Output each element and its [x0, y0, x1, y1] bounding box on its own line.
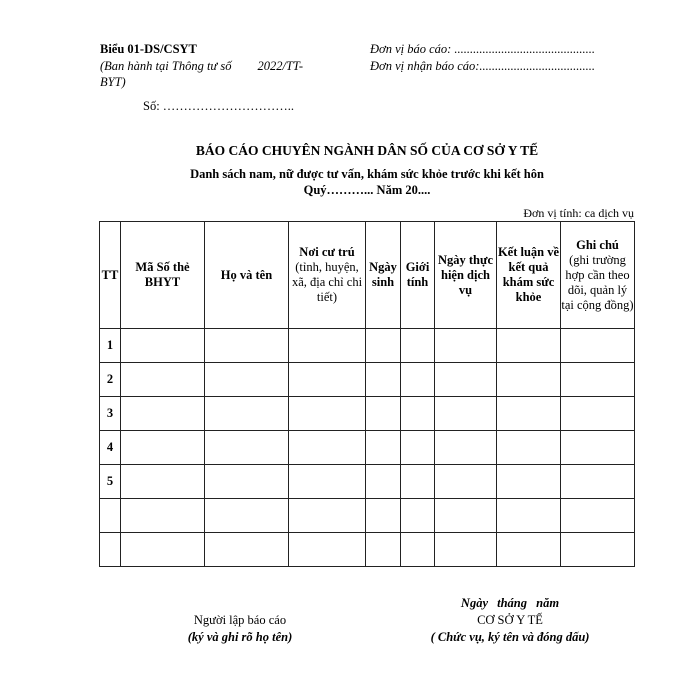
unit-note: Đơn vị tính: ca dịch vụ [523, 206, 634, 220]
table-cell [121, 431, 205, 465]
header-residence: Nơi cư trú (tỉnh, huyện, xã, địa chỉ chi tiết) [289, 222, 366, 329]
table-cell [497, 465, 561, 499]
table-cell [366, 397, 401, 431]
table-cell [121, 363, 205, 397]
table-cell [121, 499, 205, 533]
header-service-date: Ngày thực hiện dịch vụ [435, 222, 497, 329]
table-cell [289, 431, 366, 465]
table-cell [561, 533, 635, 567]
table-cell [121, 533, 205, 567]
facility-signature-block [385, 595, 635, 646]
form-code: Biểu 01-DS/CSYT [100, 42, 197, 56]
table-cell [289, 499, 366, 533]
table-cell [205, 465, 289, 499]
table-cell [366, 499, 401, 533]
table-cell [205, 533, 289, 567]
table-cell [205, 363, 289, 397]
table-cell [401, 363, 435, 397]
row-number-cell: 4 [100, 431, 121, 465]
header-gender: Giới tính [401, 222, 435, 329]
table-row [100, 465, 635, 499]
table-cell [561, 499, 635, 533]
reporting-unit-field: Đơn vị báo cáo: ............................................. [370, 42, 596, 56]
table-cell [561, 465, 635, 499]
facility-title: CƠ SỞ Y TẾ [477, 613, 543, 627]
table-cell [401, 397, 435, 431]
table-cell [289, 363, 366, 397]
header-birth-date: Ngày sinh [366, 222, 401, 329]
document-number-field: Số: ………………………….. [143, 99, 295, 113]
row-number-cell [100, 499, 121, 533]
preparer-title: Người lập báo cáo [193, 613, 287, 627]
table-cell [366, 533, 401, 567]
preparer-signature-note: (ký và ghi rõ họ tên) [187, 630, 293, 644]
table-cell [435, 465, 497, 499]
table-cell [497, 499, 561, 533]
table-cell [435, 397, 497, 431]
facility-signature-note: ( Chức vụ, ký tên và đóng dấu) [430, 630, 590, 644]
table-cell [366, 431, 401, 465]
header-notes: Ghi chú (ghi trường hợp cần theo dõi, quản lý tại cộng đồng) [561, 222, 635, 329]
table-cell [121, 329, 205, 363]
header-insurance-card-number: Mã Số thẻ BHYT [121, 222, 205, 329]
header-exam-conclusion: Kết luận về kết quả khám sức khỏe [497, 222, 561, 329]
table-cell [121, 465, 205, 499]
table-cell [366, 329, 401, 363]
table-row [100, 431, 635, 465]
table-cell [435, 431, 497, 465]
issued-by-text: (Ban hành tại Thông tư số [100, 59, 232, 73]
issued-by-note [100, 58, 340, 90]
row-number-cell: 3 [100, 397, 121, 431]
table-cell [401, 499, 435, 533]
table-cell [401, 465, 435, 499]
table-cell [401, 329, 435, 363]
report-title: BÁO CÁO CHUYÊN NGÀNH DÂN SỐ CỦA CƠ SỞ Y TẾ [195, 143, 539, 158]
issued-by-ministry: BYT) [100, 75, 126, 89]
table-cell [205, 499, 289, 533]
table-cell [497, 363, 561, 397]
table-row [100, 363, 635, 397]
table-cell [205, 329, 289, 363]
table-cell [366, 465, 401, 499]
report-table [99, 221, 635, 567]
table-cell [289, 397, 366, 431]
table-cell [289, 329, 366, 363]
table-cell [497, 397, 561, 431]
table-cell [435, 329, 497, 363]
report-period: Quý………... Năm 20.... [303, 183, 431, 197]
row-number-cell: 2 [100, 363, 121, 397]
table-cell [497, 329, 561, 363]
table-cell [435, 363, 497, 397]
table-row [100, 499, 635, 533]
row-number-cell: 5 [100, 465, 121, 499]
table-cell [401, 431, 435, 465]
table-body [100, 329, 635, 567]
row-number-cell [100, 533, 121, 567]
signature-date-line: Ngày tháng năm [460, 596, 560, 610]
table-row [100, 533, 635, 567]
table-cell [561, 363, 635, 397]
table-cell [435, 533, 497, 567]
preparer-signature-block [150, 612, 330, 646]
table-cell [366, 363, 401, 397]
table-row [100, 397, 635, 431]
receiving-unit-field: Đơn vị nhận báo cáo:..................................... [370, 59, 596, 73]
table-cell [435, 499, 497, 533]
report-subtitle: Danh sách nam, nữ được tư vấn, khám sức khỏe trước khi kết hôn [190, 167, 544, 181]
table-cell [561, 431, 635, 465]
table-cell [121, 397, 205, 431]
table-header-row [100, 222, 635, 329]
issued-by-circular-number: 2022/TT- [257, 59, 304, 73]
table-cell [205, 397, 289, 431]
table-cell [289, 533, 366, 567]
table-cell [497, 533, 561, 567]
table-cell [561, 397, 635, 431]
table-cell [561, 329, 635, 363]
table-cell [401, 533, 435, 567]
header-tt: TT [100, 222, 121, 329]
table-cell [205, 431, 289, 465]
table-cell [497, 431, 561, 465]
table-cell [289, 465, 366, 499]
row-number-cell: 1 [100, 329, 121, 363]
table-row [100, 329, 635, 363]
header-full-name: Họ và tên [205, 222, 289, 329]
